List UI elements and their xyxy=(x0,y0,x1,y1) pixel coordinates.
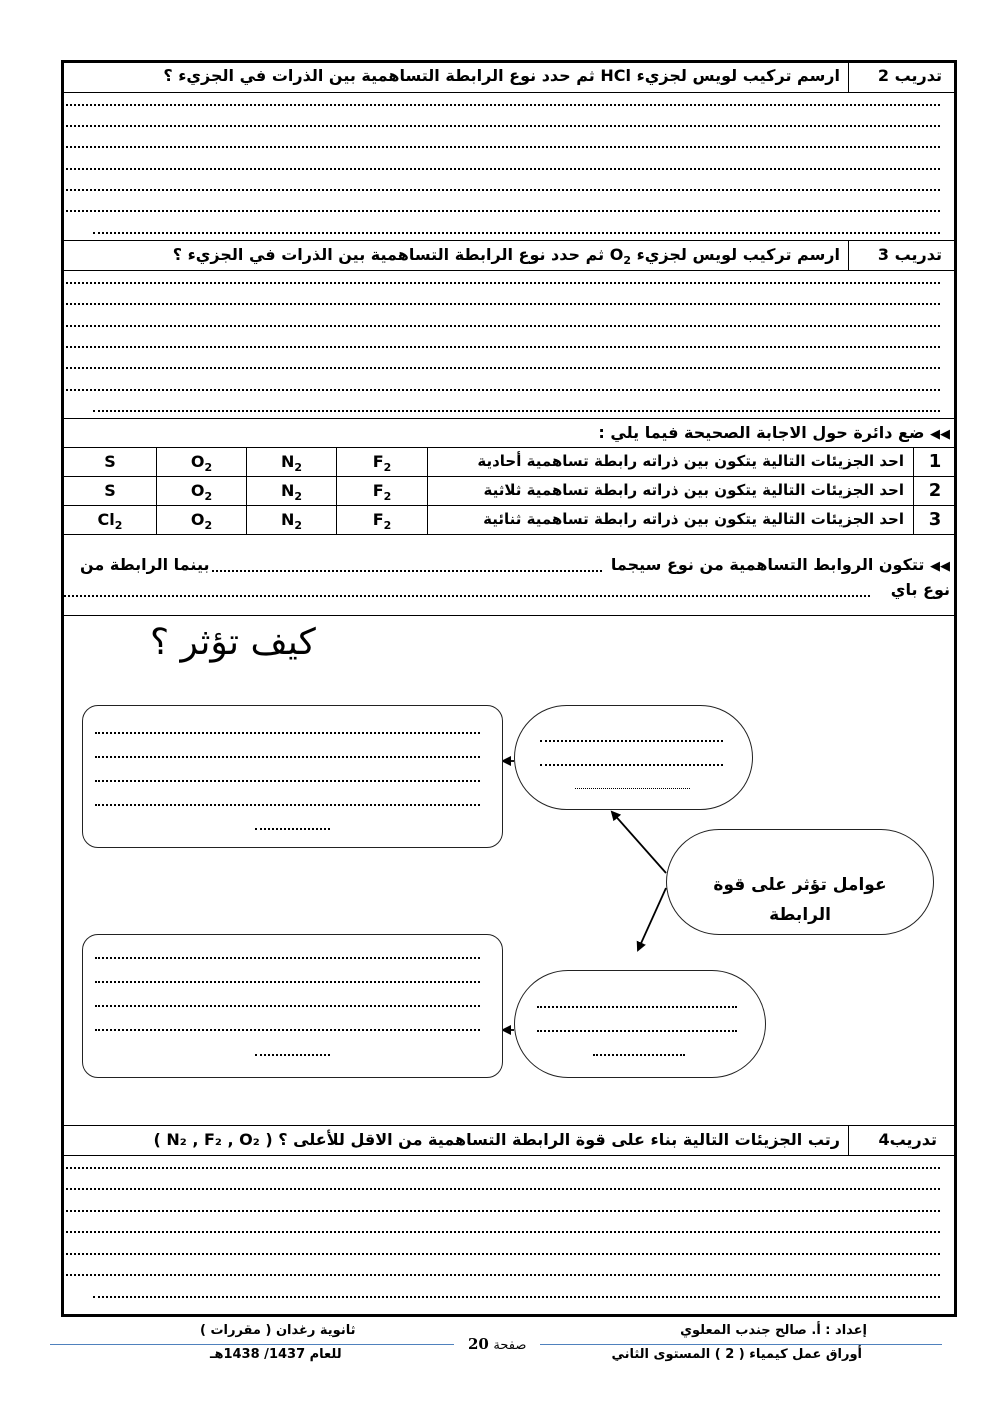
double-arrow-icon: ◀◀ xyxy=(930,427,950,442)
exercise-2-label: تدريب 2 xyxy=(877,66,942,85)
question-number: 3 xyxy=(928,509,942,530)
option-f2[interactable]: $F_2$ xyxy=(372,510,392,533)
exercise-4-label: تدريب4 xyxy=(878,1130,937,1149)
footer-line-left xyxy=(50,1344,454,1345)
option-o2[interactable]: $O_2$ xyxy=(190,452,213,475)
question-number: 1 xyxy=(928,451,942,472)
mcq-instruction: ◀◀ ضع دائرة حول الاجابة الصحيحة فيما يلي : xyxy=(598,423,950,442)
exercise-3-label: تدريب 3 xyxy=(877,245,942,264)
center-oval xyxy=(666,829,934,935)
divider xyxy=(848,1125,849,1155)
page-indicator: صفحة 20 xyxy=(468,1335,527,1353)
diagram-title: كيف تؤثر ؟ xyxy=(150,622,316,663)
fill-blank-line1-end: بينما الرابطة من xyxy=(80,555,210,574)
exercise-4-question: رتب الجزيئات التالية بناء على قوة الرابطة التساهمية من الاقل للأعلى ( N₂ , F₂ , O₂ ) ؟ xyxy=(153,1130,840,1149)
option-f2[interactable]: $F_2$ xyxy=(372,452,392,475)
center-label: عوامل تؤثر على قوة الرابطة xyxy=(713,875,887,925)
fill-blank-line2-start: نوع باي xyxy=(890,580,950,599)
divider xyxy=(61,1155,954,1156)
exercise-2-question: ارسم تركيب لويس لجزيء HCl ثم حدد نوع الرابطة التساهمية بين الذرات في الجزيء ؟ xyxy=(163,66,840,85)
exercise-3-question: ارسم تركيب لويس لجزيء $O_2$ ثم حدد نوع الرابطة التساهمية بين الذرات في الجزيء ؟ xyxy=(172,245,840,268)
option-cl2[interactable]: $Cl_2$ xyxy=(97,510,123,533)
effect-box-1[interactable] xyxy=(82,705,503,848)
effect-box-2[interactable] xyxy=(82,934,503,1078)
option-f2[interactable]: $F_2$ xyxy=(372,481,392,504)
question-text: احد الجزيئات التالية يتكون بين ذراته رابطة تساهمية ثلاثية xyxy=(483,481,904,499)
option-o2[interactable]: $O_2$ xyxy=(190,481,213,504)
option-s[interactable]: S xyxy=(104,481,116,500)
option-n2[interactable]: $N_2$ xyxy=(280,510,303,533)
academic-year: للعام 1437/ 1438هـ xyxy=(210,1347,342,1362)
question-text: احد الجزيئات التالية يتكون بين ذراته رابطة تساهمية أحادية xyxy=(477,452,904,470)
footer-line-right xyxy=(540,1344,942,1345)
question-number: 2 xyxy=(928,480,942,501)
factor-oval-2[interactable] xyxy=(514,970,766,1078)
fill-blank-line1-start: ◀◀ تتكون الروابط التساهمية من نوع سيجما xyxy=(610,555,950,574)
school-name: ثانوية رغدان ( مقررات ) xyxy=(200,1323,356,1338)
double-arrow-icon: ◀◀ xyxy=(930,559,950,574)
option-n2[interactable]: $N_2$ xyxy=(280,481,303,504)
worksheet-title: أوراق عمل كيمياء ( 2 ) المستوى الثاني xyxy=(611,1347,862,1362)
option-n2[interactable]: $N_2$ xyxy=(280,452,303,475)
option-s[interactable]: S xyxy=(104,452,116,471)
divider xyxy=(61,1125,954,1126)
factor-oval-1[interactable] xyxy=(514,705,753,810)
question-text: احد الجزيئات التالية يتكون بين ذراته رابطة تساهمية ثنائية xyxy=(483,510,904,528)
prepared-by: إعداد : أ. صالح جندب المعلوي xyxy=(680,1323,867,1338)
option-o2[interactable]: $O_2$ xyxy=(190,510,213,533)
